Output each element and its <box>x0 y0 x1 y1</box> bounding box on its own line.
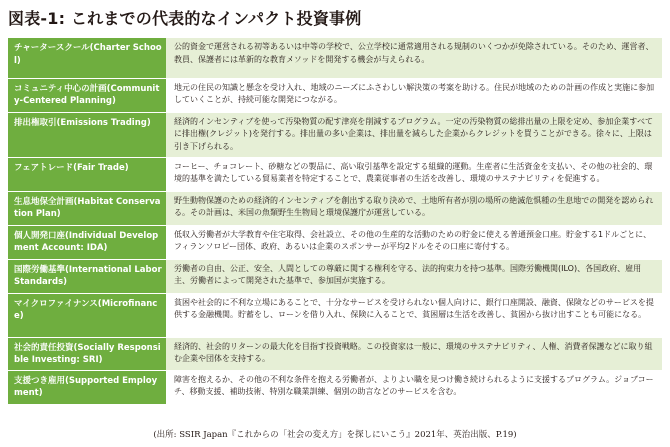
row-term: コミュニティ中心の計画(Community-Centered Planning) <box>8 78 166 112</box>
table-row <box>8 293 662 337</box>
row-term: 排出権取引(Emissions Trading) <box>8 112 166 157</box>
table-row <box>8 370 662 404</box>
table-row <box>8 259 662 293</box>
impact-investment-table <box>8 38 662 405</box>
table-row <box>8 78 662 112</box>
table-row <box>8 157 662 191</box>
table-row <box>8 191 662 225</box>
row-description: 労働者の自由、公正、安全、人間としての尊厳に関する権利を守る、法的拘束力を持つ基準。国際労働機関(ILO)、各国政府、雇用主、労働者によって開発された基準で、参加国が実施する。 <box>166 259 662 293</box>
row-description: 地元の住民の知識と懸念を受け入れ、地域のニーズにふさわしい解決策の考案を助ける。住民が地域のための計画の作成と実施に参加していくことが、持続可能な開発につながる。 <box>166 78 662 112</box>
table-row <box>8 225 662 259</box>
row-description: 経済的、社会的リターンの最大化を目指す投資戦略。この投資家は一般に、環境のサステナビリティ、人権、消費者保護などに取り組む企業や団体を支持する。 <box>166 337 662 370</box>
row-description: コーヒー、チョコレート、砂糖などの製品に、高い取引基準を設定する組織的運動。生産者に生活資金を支払い、その他の社会的、環境的基準を満たしている貿易業者を特定することで、農業従事者の生活を改善し、環境のサステナビリティを促進する。 <box>166 157 662 191</box>
table-row <box>8 38 662 78</box>
table-body <box>8 38 662 404</box>
source-note: (出所: SSIR Japan『これからの「社会の変え方」を探しにいこう』2021年、英治出版、P.19) <box>153 430 517 440</box>
row-description: 貧困や社会的に不利な立場にあることで、十分なサービスを受けられない個人向けに、銀行口座開設、融資、保険などのサービスを提供する金融機関。貯蓄をし、ローンを借り入れ、保険に入ることで、貧困層は生活を改善し、貧困から抜け出すことも可能になる。 <box>166 293 662 337</box>
row-term: 生息地保全計画(Habitat Conservation Plan) <box>8 191 166 225</box>
row-term: 国際労働基準(International Labor Standards) <box>8 259 166 293</box>
table-row <box>8 337 662 370</box>
table-row <box>8 112 662 157</box>
row-term: 個人開発口座(Individual Development Account: IDA) <box>8 225 166 259</box>
row-description: 野生動物保護のための経済的インセンティブを創出する取り決めで、土地所有者が別の場所の絶滅危惧種の生息地での開発を認められる。その計画は、米国の魚類野生生物局と環境保護庁が運営している。 <box>166 191 662 225</box>
row-term: マイクロファイナンス(Microfinance) <box>8 293 166 337</box>
row-description: 障害を抱えるか、その他の不利な条件を抱える労働者が、よりよい職を見つけ働き続けられるように支援するプログラム。ジョブコーチ、移動支援、補助技術、特別な職業訓練、個別の助言などのサービスを含む。 <box>166 370 662 404</box>
row-term: チャータースクール(Charter School) <box>8 38 166 78</box>
row-description: 経済的インセンティブを使って汚染物質の配す津亮を削減するプログラム。一定の汚染物質の総排出量の上限を定め、参加企業すべてに排出権(クレジット)を発行する。排出量の多い企業は、排出量を減らした企業からクレジットを買うことができる。徐々に、上限は引き下げられる。 <box>166 112 662 157</box>
row-term: 社会的責任投資(Socially Responsible Investing: SRI) <box>8 337 166 370</box>
row-description: 公的資金で運営される初等あるいは中等の学校で、公立学校に通常適用される規制のいくつかが免除されている。そのため、運営者、教員、保護者には革新的な教育メソッドを開発する機会が与えられる。 <box>166 38 662 78</box>
row-term: 支援つき雇用(Supported Employment) <box>8 370 166 404</box>
row-term: フェアトレード(Fair Trade) <box>8 157 166 191</box>
figure-title: 図表-1: これまでの代表的なインパクト投資事例 <box>8 9 362 28</box>
row-description: 低収入労働者が大学教育や住宅取得、会社設立、その他の生産的な活動のための貯金に使える普通預金口座。貯金する1ドルごとに、フィランソロピー団体、政府、あるいは企業のスポンサーが平均2ドルをその口座に寄付する。 <box>166 225 662 259</box>
